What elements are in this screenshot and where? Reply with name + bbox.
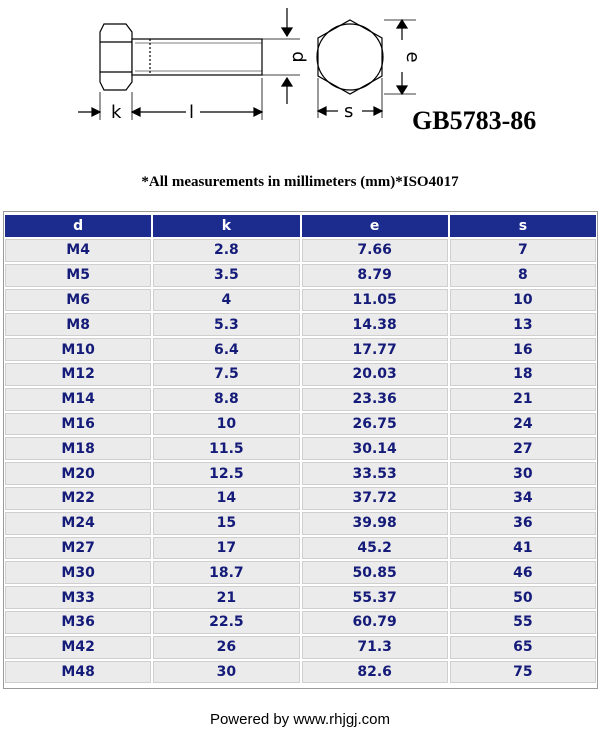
table-row (5, 586, 596, 609)
cell-k: 2.8 (153, 239, 299, 262)
cell-k: 18.7 (153, 561, 299, 584)
cell-d: M24 (5, 512, 151, 535)
standard-code: GB5783-86 (412, 106, 537, 135)
cell-s: 46 (450, 561, 596, 584)
cell-k: 22.5 (153, 611, 299, 634)
table-row (5, 611, 596, 634)
table-row (5, 661, 596, 684)
cell-s: 34 (450, 487, 596, 510)
cell-k: 12.5 (153, 462, 299, 485)
cell-e: 39.98 (302, 512, 448, 535)
cell-d: M18 (5, 437, 151, 460)
cell-d: M22 (5, 487, 151, 510)
cell-s: 27 (450, 437, 596, 460)
cell-k: 17 (153, 537, 299, 560)
cell-s: 36 (450, 512, 596, 535)
footer-credit: Powered by www.rhjgj.com (209, 711, 391, 728)
cell-e: 82.6 (302, 661, 448, 684)
table-row (5, 289, 596, 312)
cell-s: 16 (450, 338, 596, 361)
cell-s: 50 (450, 586, 596, 609)
cell-s: 8 (450, 264, 596, 287)
cell-k: 15 (153, 512, 299, 535)
cell-e: 23.36 (302, 388, 448, 411)
cell-d: M20 (5, 462, 151, 485)
table-row (5, 313, 596, 336)
table-row (5, 487, 596, 510)
cell-s: 24 (450, 413, 596, 436)
cell-d: M5 (5, 264, 151, 287)
cell-k: 11.5 (153, 437, 299, 460)
cell-k: 26 (153, 636, 299, 659)
cell-e: 50.85 (302, 561, 448, 584)
cell-s: 21 (450, 388, 596, 411)
cell-e: 60.79 (302, 611, 448, 634)
cell-d: M16 (5, 413, 151, 436)
cell-d: M12 (5, 363, 151, 386)
table-row (5, 462, 596, 485)
cell-s: 7 (450, 239, 596, 262)
dimension-label-k: k (111, 102, 122, 123)
units-note: *All measurements in millimeters (mm)*ISO4017 (141, 174, 459, 190)
cell-e: 8.79 (302, 264, 448, 287)
cell-k: 30 (153, 661, 299, 684)
header-k: k (153, 215, 299, 237)
header-e: e (302, 215, 448, 237)
dimension-label-d: d (288, 51, 309, 63)
cell-s: 30 (450, 462, 596, 485)
cell-s: 75 (450, 661, 596, 684)
cell-d: M8 (5, 313, 151, 336)
table-row (5, 264, 596, 287)
cell-e: 33.53 (302, 462, 448, 485)
header-d: d (5, 215, 151, 237)
cell-d: M6 (5, 289, 151, 312)
cell-d: M42 (5, 636, 151, 659)
cell-e: 17.77 (302, 338, 448, 361)
table-row (5, 636, 596, 659)
cell-e: 55.37 (302, 586, 448, 609)
cell-s: 55 (450, 611, 596, 634)
table-row (5, 338, 596, 361)
table-row (5, 512, 596, 535)
cell-e: 26.75 (302, 413, 448, 436)
table-body (5, 239, 596, 683)
cell-s: 13 (450, 313, 596, 336)
cell-s: 65 (450, 636, 596, 659)
cell-s: 41 (450, 537, 596, 560)
cell-e: 45.2 (302, 537, 448, 560)
dimension-label-s: s (344, 101, 354, 122)
cell-e: 11.05 (302, 289, 448, 312)
cell-d: M14 (5, 388, 151, 411)
cell-d: M30 (5, 561, 151, 584)
cell-e: 14.38 (302, 313, 448, 336)
cell-k: 5.3 (153, 313, 299, 336)
cell-k: 7.5 (153, 363, 299, 386)
cell-k: 10 (153, 413, 299, 436)
cell-e: 37.72 (302, 487, 448, 510)
cell-k: 6.4 (153, 338, 299, 361)
dimension-table (3, 213, 598, 685)
cell-d: M48 (5, 661, 151, 684)
cell-d: M27 (5, 537, 151, 560)
cell-k: 14 (153, 487, 299, 510)
cell-k: 21 (153, 586, 299, 609)
table-row (5, 388, 596, 411)
cell-d: M36 (5, 611, 151, 634)
cell-s: 18 (450, 363, 596, 386)
table-row (5, 363, 596, 386)
cell-d: M33 (5, 586, 151, 609)
table-row (5, 239, 596, 262)
table-row (5, 413, 596, 436)
cell-e: 30.14 (302, 437, 448, 460)
cell-e: 7.66 (302, 239, 448, 262)
table-row (5, 437, 596, 460)
cell-e: 71.3 (302, 636, 448, 659)
table-row (5, 561, 596, 584)
cell-k: 3.5 (153, 264, 299, 287)
table-row (5, 537, 596, 560)
cell-e: 20.03 (302, 363, 448, 386)
cell-d: M10 (5, 338, 151, 361)
cell-d: M4 (5, 239, 151, 262)
dimension-label-l: l (189, 102, 195, 123)
cell-k: 4 (153, 289, 299, 312)
dimension-label-e: e (402, 51, 423, 63)
cell-k: 8.8 (153, 388, 299, 411)
cell-s: 10 (450, 289, 596, 312)
header-s: s (450, 215, 596, 237)
table-header-row (5, 215, 596, 237)
